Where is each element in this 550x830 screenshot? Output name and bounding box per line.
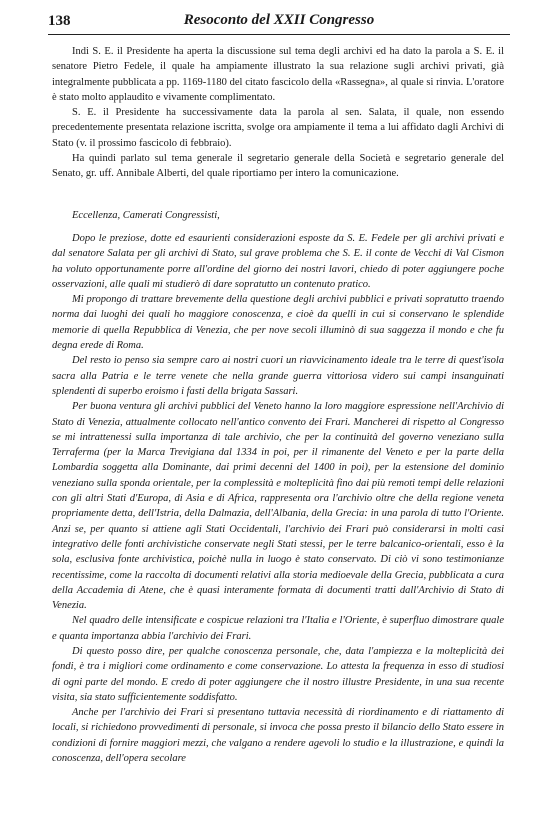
page-body	[52, 44, 504, 766]
speech-paragraph: Mi propongo di trattare brevemente della questione degli archivi pubblici e privati sopratutto traendo norma dai luoghi dei quali ho maggiore conoscenza, e cioè da quelli in cui si conservano le splendide memorie di quella Repubblica di Venezia, che per nove secoli illuminò di sua saggezza il mondo e che fu degna erede di Roma.	[52, 294, 504, 352]
speech-salutation: Eccellenza, Camerati Congressisti,	[72, 209, 220, 221]
intro-paragraph: Indi S. E. il Presidente ha aperta la discussione sul tema degli archivi ed ha dato la parola a S. E. il senatore Pietro Fedele, il quale ha ampiamente illustrato la sua relazione sugli archivi privati, già integralmente pubblicata a pp. 1169-1180 del citato fascicolo della «Rassegna», al quale si rinvia. L'oratore è stato molto applaudito e vivamente complimentato.	[52, 46, 504, 103]
speech-paragraph: Nel quadro delle intensificate e cospicue relazioni tra l'Italia e l'Oriente, è superfluo dimostrare quale e quanta importanza abbia l'archivio dei Frari.	[52, 615, 504, 642]
intro-paragraph: S. E. il Presidente ha successivamente data la parola al sen. Salata, il quale, non essendo precedentemente presentata relazione iscritta, svolge ora ampiamente il tema a lui affidato dagli Archivi di Stato (v. il prossimo fascicolo di febbraio).	[52, 107, 504, 149]
intro-paragraph: Ha quindi parlato sul tema generale il segretario generale della Società e segretario generale del Senato, gr. uff. Annibale Alberti, del quale riportiamo per intero la comunicazione.	[52, 153, 504, 180]
speech-paragraph: Dopo le preziose, dotte ed esaurienti considerazioni esposte da S. E. Fedele per gli archivi privati e dal senatore Salata per gli archivi di Stato, sul grave problema che S. E. il conte de Vecchi di Val Cismon ha voluto opportunamente porre all'ordine del giorno dei nostri lavori, chiedo di poter aggiungere poche osservazioni, alle quali mi studierò di dare sopratutto un contenuto pratico.	[52, 232, 504, 290]
speech-paragraph: Per buona ventura gli archivi pubblici del Veneto hanno la loro maggiore espressione nell'Archivio di Stato di Venezia, attualmente collocato nell'antico convento dei Frari. Mancherei di rispetto al Congresso se mi intrattenessi sulla importanza di tale archivio, che per la continuità del governo veneziano sulla Terraferma (per la Marca Trevigiana dal 1334 in poi, per il rimanente del Veneto e per la parte della Lombardia soggetta alla Dominante, dai primi decenni del 1400 in poi), per la estensione del dominio veneziano sulla sponda orientale, per la complessità e molteplicità fino dai più remoti tempi delle relazioni con gli altri Stati d'Europa, di Asia e di Africa, rappresenta ora l'archivio oltre che della regione veneta propriamente detta, dell'Istria, della Dalmazia, dell'Albania, della Grecia: in una parola di tutto l'Oriente. Anzi se, per quanto si attiene agli Stati Occidentali, l'archivio dei Frari può considerarsi in molti casi integrativo delle fonti archivistiche conservate negli Stati stessi, per le terre balcanico-orientali, esso è la sola, esclusiva fonte archivistica, poichè nulla in luogo è stato conservato. Di ciò vi sono testimonianze recentissime, come la raccolta di documenti relativi alla storia medioevale della Grecia, pubblicata a cura della Accademia di Atene, che è quasi interamente formata di documenti tratti dall'Archivio di Stato di Venezia.	[52, 401, 504, 612]
intro-section	[52, 44, 504, 182]
speech-paragraph: Anche per l'archivio dei Frari si presentano tuttavia necessità di riordinamento e di riattamento di locali, si richiedono provvedimenti di personale, si invoca che possa presto il bilancio dello Stato essere in condizioni di fornire maggiori mezzi, che valgano a rendere agevoli lo studio e la illustrazione, e quindi la conoscenza, dell'opera secolare	[52, 707, 504, 765]
speech-section	[52, 231, 504, 766]
speech-paragraph: Di questo posso dire, per qualche conoscenza personale, che, data l'ampiezza e la molteplicità dei fondi, è tra i migliori come ordinamento e come conservazione. Lo attesta la frequenza in esso di studiosi di ogni parte del mondo. E credo di poter aggiungere che il nostro illustre Presidente, in una sua recente visita, sia stato sufficientemente soddisfatto.	[52, 645, 504, 703]
running-header	[48, 12, 510, 35]
running-title: Resoconto del XXII Congresso	[183, 12, 375, 28]
speech-paragraph: Del resto io penso sia sempre caro ai nostri cuori un riavvicinamento ideale tra le terre di quest'isola sacra alla Patria e le terre venete che nella grande guerra vittoriosa videro sui campi insanguinati splendenti di superbo eroismo i fasti della brigata Sassari.	[52, 355, 504, 397]
page-number: 138	[48, 13, 71, 29]
